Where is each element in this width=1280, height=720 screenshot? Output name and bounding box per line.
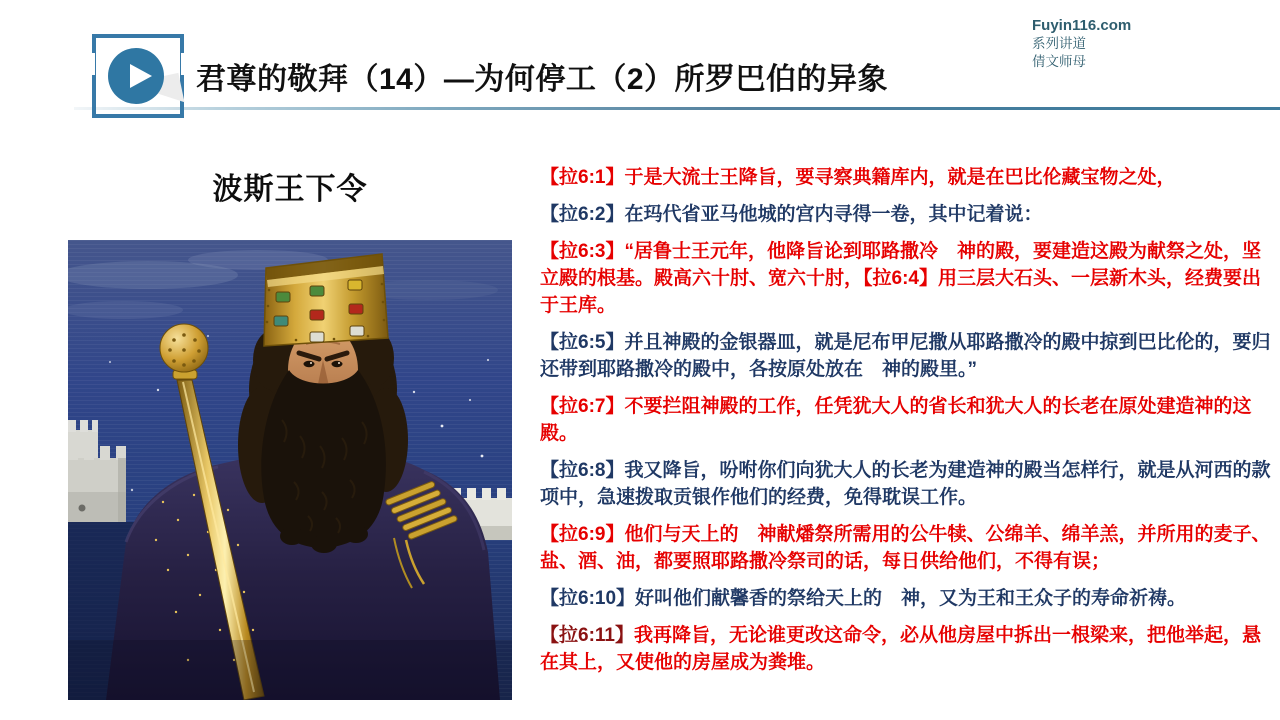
verse-text: “居鲁士王元年，他降旨论到耶路撒冷 神的殿，要建造这殿为献祭之处，坚立殿的根基。殿高六十肘、宽六十肘，【拉6:4】用三层大石头、一层新木头，经费要出于王库。 <box>540 241 1261 316</box>
verse-reference-label: 【拉6:11】 <box>540 625 634 646</box>
verse-text: 不要拦阻神殿的工作，任凭犹大人的省长和犹大人的长老在原处建造神的这殿。 <box>540 396 1252 444</box>
verse-reference-label: 【拉6:5】 <box>540 332 625 353</box>
beard <box>261 370 386 553</box>
slide-title: 君尊的敬拜（14）—为何停工（2）所罗巴伯的异象 <box>196 63 889 96</box>
verse-paragraph <box>540 521 1274 575</box>
verse-paragraph <box>540 457 1274 511</box>
verse-reference-label: 【拉6:3】 <box>540 241 625 262</box>
verse-paragraph <box>540 164 1274 191</box>
verse-paragraph <box>540 329 1274 383</box>
verse-paragraph <box>540 238 1274 319</box>
play-triangle-icon <box>130 64 152 88</box>
frame-gap-left <box>85 53 95 75</box>
gold-crown <box>264 254 388 346</box>
verse-paragraph <box>540 201 1274 228</box>
verse-text: 他们与天上的 神献燔祭所需用的公牛犊、公绵羊、绵羊羔，并所用的麦子、盐、酒、油，都要照耶路撒冷祭司的话，每日供给他们，不得有误； <box>540 524 1271 572</box>
brand-block <box>1032 17 1131 71</box>
section-heading: 波斯王下令 <box>212 173 368 206</box>
verse-reference-label: 【拉6:8】 <box>540 460 625 481</box>
verse-paragraph <box>540 393 1274 447</box>
vignette <box>68 640 512 700</box>
verse-reference-label: 【拉6:9】 <box>540 524 625 545</box>
verse-text: 我又降旨，吩咐你们向犹大人的长老为建造神的殿当怎样行，就是从河西的款项中，急速拨取贡银作他们的经费，免得耽误工作。 <box>540 460 1271 508</box>
frame-gap-right <box>181 53 191 75</box>
verse-list <box>540 164 1274 686</box>
verse-paragraph <box>540 585 1274 612</box>
persian-king-painting <box>68 240 512 700</box>
verse-text: 于是大流士王降旨，要寻察典籍库内，就是在巴比伦藏宝物之处， <box>624 167 1176 188</box>
verse-text: 好叫他们献馨香的祭给天上的 神，又为王和王众子的寿命祈祷。 <box>635 588 1187 609</box>
verse-text: 并且神殿的金银器皿，就是尼布甲尼撒从耶路撒冷的殿中掠到巴比伦的，要归还带到耶路撒冷的殿中，各按原处放在 神的殿里。” <box>540 332 1271 380</box>
verse-reference-label: 【拉6:7】 <box>540 396 625 417</box>
verse-text: 我再降旨，无论谁更改这命令，必从他房屋中拆出一根梁来，把他举起，悬在其上，又使他的房屋成为粪堆。 <box>540 625 1261 673</box>
verse-reference-label: 【拉6:1】 <box>540 167 625 188</box>
play-button[interactable] <box>92 34 184 118</box>
verse-paragraph <box>540 622 1274 676</box>
play-circle-icon <box>108 48 164 104</box>
verse-reference-label: 【拉6:10】 <box>540 588 636 609</box>
header-divider-line <box>74 107 1280 110</box>
author-label: 倩文师母 <box>1032 54 1086 69</box>
verse-text: 在玛代省亚马他城的宫内寻得一卷，其中记着说： <box>624 204 1043 225</box>
site-name: Fuyin116.com <box>1032 17 1132 34</box>
verse-reference-label: 【拉6:2】 <box>540 204 625 225</box>
series-label: 系列讲道 <box>1032 36 1086 51</box>
